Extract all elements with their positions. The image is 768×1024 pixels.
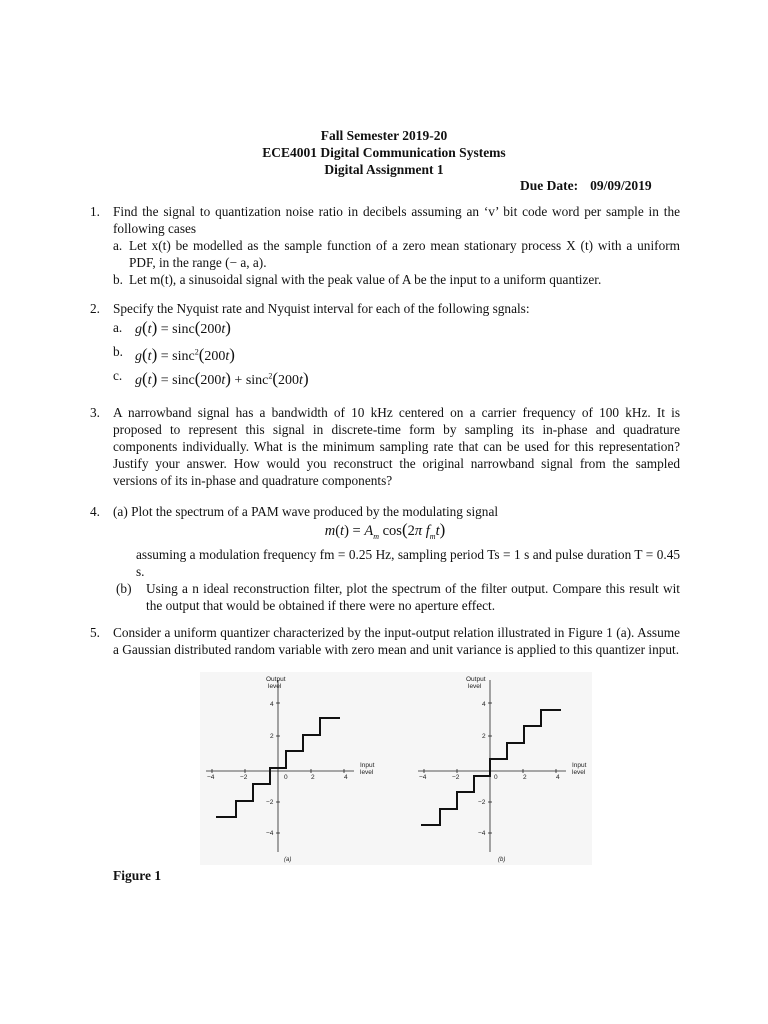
tick-b-x-neg4: −4: [419, 774, 427, 781]
plot-b: [418, 676, 587, 863]
tick-b-x-2: 2: [523, 774, 527, 781]
tick-a-x-4: 4: [344, 774, 348, 781]
due-date: [520, 178, 652, 194]
part-text: Using a n ideal reconstruction filter, plot the spectrum of the filter output. Compare this result wit the output that would be obtained if there were no aperture effect.: [146, 580, 680, 613]
tick-a-x-0: 0: [284, 774, 288, 781]
question-number: 4.: [90, 504, 100, 519]
question-4: [90, 503, 680, 614]
equation-a: g(t) = sinc(200t): [135, 318, 231, 337]
assignment-heading: Digital Assignment 1: [324, 162, 444, 177]
quantizer-plots: [200, 672, 592, 865]
tick-b-y-neg2: −2: [478, 799, 486, 806]
quantizer-figure: [200, 672, 592, 865]
part-label: a.: [113, 238, 123, 253]
part-text: Let m(t), a sinusoidal signal with the peak value of A be the input to a uniform quantizer.: [129, 272, 602, 287]
tick-a-y-neg2: −2: [266, 799, 274, 806]
tick-a-y-4: 4: [270, 701, 274, 708]
question-1-part-a: [113, 237, 680, 271]
y-label-a-1: Output: [266, 676, 286, 683]
question-number: 5.: [90, 625, 100, 640]
question-2-part-a: [113, 317, 680, 341]
tick-a-x-neg2: −2: [240, 774, 248, 781]
tick-b-y-4: 4: [482, 701, 486, 708]
x-label-a-1: Input: [360, 762, 375, 769]
tick-a-y-neg4: −4: [266, 830, 274, 837]
part-label: c.: [113, 368, 123, 383]
question-2: [90, 300, 680, 389]
question-4-part-b: [116, 580, 680, 614]
figure-caption: Figure 1: [113, 868, 162, 883]
x-label-b-2: level: [572, 769, 586, 776]
tick-b-y-2: 2: [482, 733, 486, 740]
question-text: Consider a uniform quantizer characterized by the input-output relation illustrated in Figure 1 (a). Assume a Gaussian distributed random variable with zero mean and unit variance is applied to this quantizer input.: [113, 625, 680, 657]
question-number: 3.: [90, 405, 100, 420]
plot-a: [206, 676, 375, 863]
question-3: [90, 404, 680, 489]
tick-b-x-0: 0: [494, 774, 498, 781]
equation-b: g(t) = sinc$^2$(200t): [135, 344, 235, 364]
y-label-b-2: level: [468, 683, 482, 690]
due-date-value: 09/09/2019: [590, 178, 652, 193]
subfigure-label-a: (a): [284, 857, 292, 863]
part-label: b.: [113, 344, 123, 359]
y-label-b-1: Output: [466, 676, 486, 683]
semester-heading: Fall Semester 2019-20: [320, 128, 448, 143]
question-1-part-b: [113, 271, 680, 288]
part-label: b.: [113, 272, 123, 287]
question-1: [90, 203, 680, 288]
equation-c: g(t) = sinc(200t) + sinc$^2$(200t): [135, 368, 309, 388]
question-text: Specify the Nyquist rate and Nyquist interval for each of the following sgnals:: [113, 301, 530, 316]
question-text: A narrowband signal has a bandwidth of 10 kHz centered on a carrier frequency of 100 kHz. It is proposed to represent this signal in discrete-time form by sampling its in-phase and quadrature components individually. What is the minimum sampling rate that can be used for this representation? Justify your answer. How would you reconstruct the original narrowband signal from the sampled versions of its in-phase and quadrature components?: [113, 405, 680, 488]
question-4-conditions: assuming a modulation frequency fm = 0.25 Hz, sampling period Ts = 1 s and pulse duration T = 0.45 s.: [136, 546, 680, 579]
x-label-a-2: level: [360, 769, 374, 776]
question-2-part-c: [113, 365, 680, 389]
question-2-part-b: [113, 341, 680, 365]
tick-b-y-neg4: −4: [478, 830, 486, 837]
question-number: 2.: [90, 301, 100, 316]
part-label: (b): [116, 580, 132, 596]
staircase-b: [421, 710, 561, 825]
part-label: a.: [113, 320, 123, 335]
question-number: 1.: [90, 204, 100, 219]
tick-b-x-neg2: −2: [452, 774, 460, 781]
tick-a-x-2: 2: [311, 774, 315, 781]
subfigure-label-b: (b): [498, 857, 506, 863]
x-label-b-1: Input: [572, 762, 587, 769]
question-text: (a) Plot the spectrum of a PAM wave produced by the modulating signal: [113, 504, 499, 519]
course-heading: ECE4001 Digital Communication Systems: [262, 145, 506, 160]
tick-b-x-4: 4: [556, 774, 560, 781]
part-text: Let x(t) be modelled as the sample function of a zero mean stationary process X (t) with a uniform PDF, in the range (− a, a).: [129, 238, 680, 270]
tick-a-x-neg4: −4: [207, 774, 215, 781]
modulating-signal-equation: $m(t) = A_m$ cos(2π $f_mt$): [324, 520, 446, 541]
y-label-a-2: level: [268, 683, 282, 690]
question-5: [90, 624, 680, 658]
question-text: Find the signal to quantization noise ratio in decibels assuming an ‘v’ bit code word per sample in the following cases: [113, 204, 680, 236]
tick-a-y-2: 2: [270, 733, 274, 740]
due-date-label: Due Date:: [520, 178, 579, 193]
